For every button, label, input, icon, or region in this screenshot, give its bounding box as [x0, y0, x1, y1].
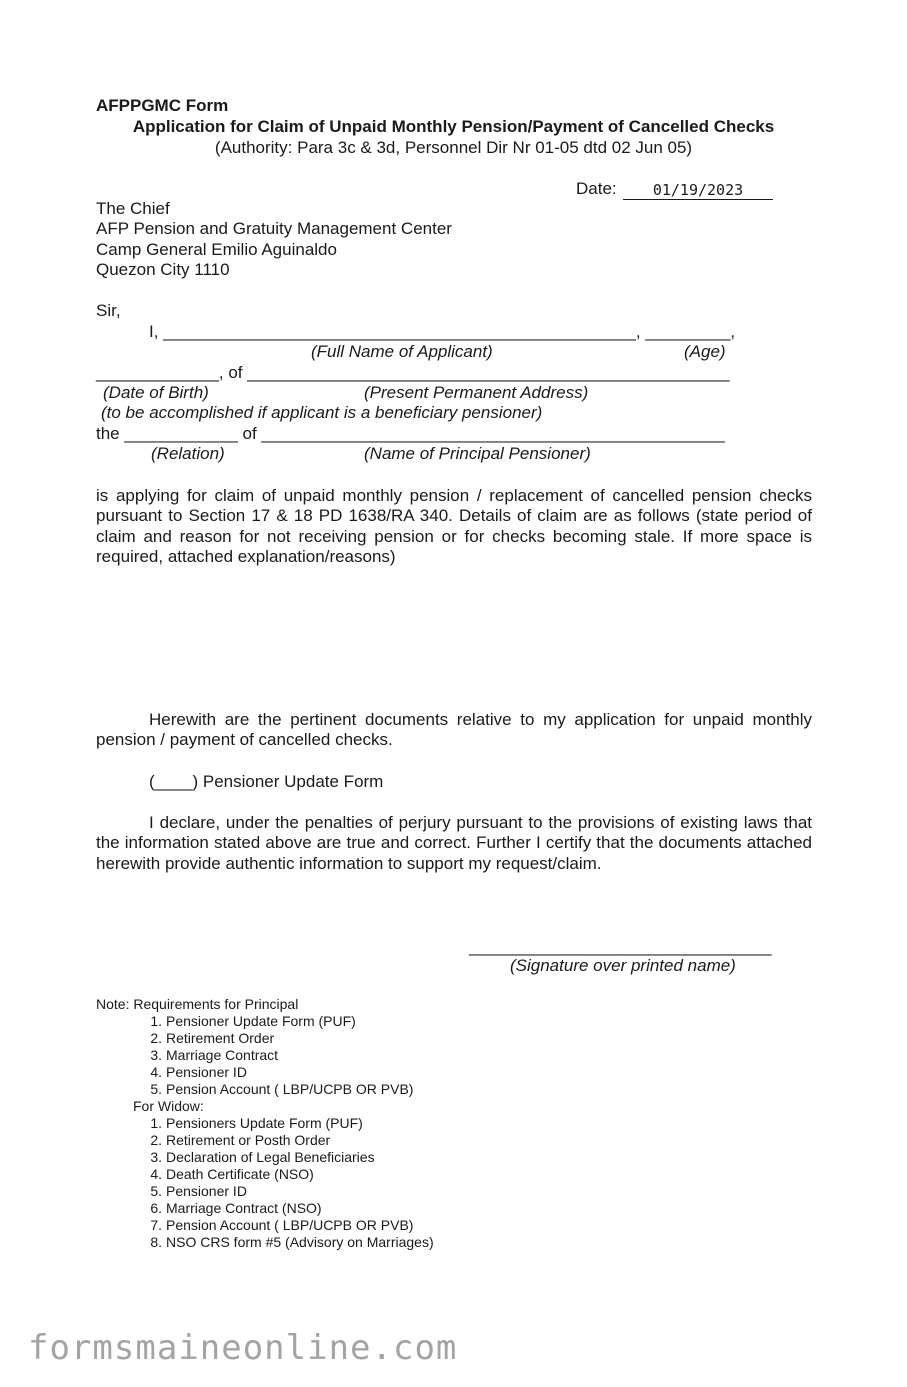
list-item: 4. Pensioner ID	[150, 1064, 247, 1080]
form-authority: (Authority: Para 3c & 3d, Personnel Dir Nr 01-05 dtd 02 Jun 05)	[214, 138, 693, 157]
claim-paragraph: is applying for claim of unpaid monthly pension / replacement of cancelled pension checks pursuant to Section 17 & 18 PD 1638/RA 340. Details of claim are as follows (state period of claim and reason for not receiving pension or for checks becoming stale. If more space is required, attached explanation/reasons)	[96, 486, 812, 567]
list-item: 5. Pensioner ID	[150, 1183, 247, 1199]
pensioner-update-form-checkbox[interactable]: (____) Pensioner Update Form	[149, 772, 384, 791]
signature-caption: (Signature over printed name)	[510, 956, 736, 975]
list-item: 2. Retirement Order	[150, 1030, 275, 1046]
dob-address-line[interactable]: _____________, of ___________________________________________________	[96, 363, 730, 382]
addressee-line-3: Camp General Emilio Aguinaldo	[96, 240, 337, 259]
form-title: Application for Claim of Unpaid Monthly Pension/Payment of Cancelled Checks	[132, 117, 775, 136]
principal-requirements-heading: Note: Requirements for Principal	[96, 996, 299, 1012]
addressee-line-1: The Chief	[96, 199, 170, 218]
principal-requirements-list	[136, 1013, 413, 1098]
salutation: Sir,	[96, 301, 121, 320]
dob-caption: (Date of Birth)	[103, 383, 209, 402]
list-item: 1. Pensioners Update Form (PUF)	[150, 1115, 363, 1131]
declaration-paragraph: I declare, under the penalties of perjury pursuant to the provisions of existing laws that the information stated above are true and correct. Further I certify that the documents attached herewith provide authentic information to support my request/claim.	[96, 813, 812, 873]
list-item: 6. Marriage Contract (NSO)	[150, 1200, 322, 1216]
list-item: 2. Retirement or Posth Order	[150, 1132, 331, 1148]
addressee-line-2: AFP Pension and Gratuity Management Center	[96, 219, 452, 238]
date-field[interactable]: 01/19/2023	[623, 180, 773, 200]
list-item: 3. Declaration of Legal Beneficiaries	[150, 1149, 375, 1165]
addressee-line-4: Quezon City 1110	[96, 260, 230, 279]
relation-principal-line[interactable]: the ____________ of _________________________________________________	[96, 424, 725, 443]
form-code: AFPPGMC Form	[96, 96, 229, 115]
full-name-caption: (Full Name of Applicant)	[311, 342, 493, 361]
list-item: 3. Marriage Contract	[150, 1047, 279, 1063]
list-item: 5. Pension Account ( LBP/UCPB OR PVB)	[150, 1081, 414, 1097]
list-item: 7. Pension Account ( LBP/UCPB OR PVB)	[150, 1217, 414, 1233]
age-caption: (Age)	[684, 342, 726, 361]
relation-caption: (Relation)	[151, 444, 225, 463]
date-label: Date:	[576, 179, 617, 198]
list-item: 8. NSO CRS form #5 (Advisory on Marriages)	[150, 1234, 434, 1250]
list-item: 4. Death Certificate (NSO)	[150, 1166, 314, 1182]
beneficiary-note: (to be accomplished if applicant is a beneficiary pensioner)	[101, 403, 543, 422]
signature-line[interactable]: ________________________________	[469, 937, 772, 956]
documents-paragraph: Herewith are the pertinent documents relative to my application for unpaid monthly pension / payment of cancelled checks.	[96, 710, 812, 750]
widow-requirements-heading: For Widow:	[133, 1098, 204, 1114]
applicant-name-age-line[interactable]: I, __________________________________________________, _________,	[149, 322, 736, 341]
list-item: 1. Pensioner Update Form (PUF)	[150, 1013, 356, 1029]
principal-pensioner-caption: (Name of Principal Pensioner)	[364, 444, 591, 463]
address-caption: (Present Permanent Address)	[364, 383, 589, 402]
site-watermark: formsmaineonline.com	[28, 1328, 458, 1368]
widow-requirements-list	[136, 1115, 434, 1251]
